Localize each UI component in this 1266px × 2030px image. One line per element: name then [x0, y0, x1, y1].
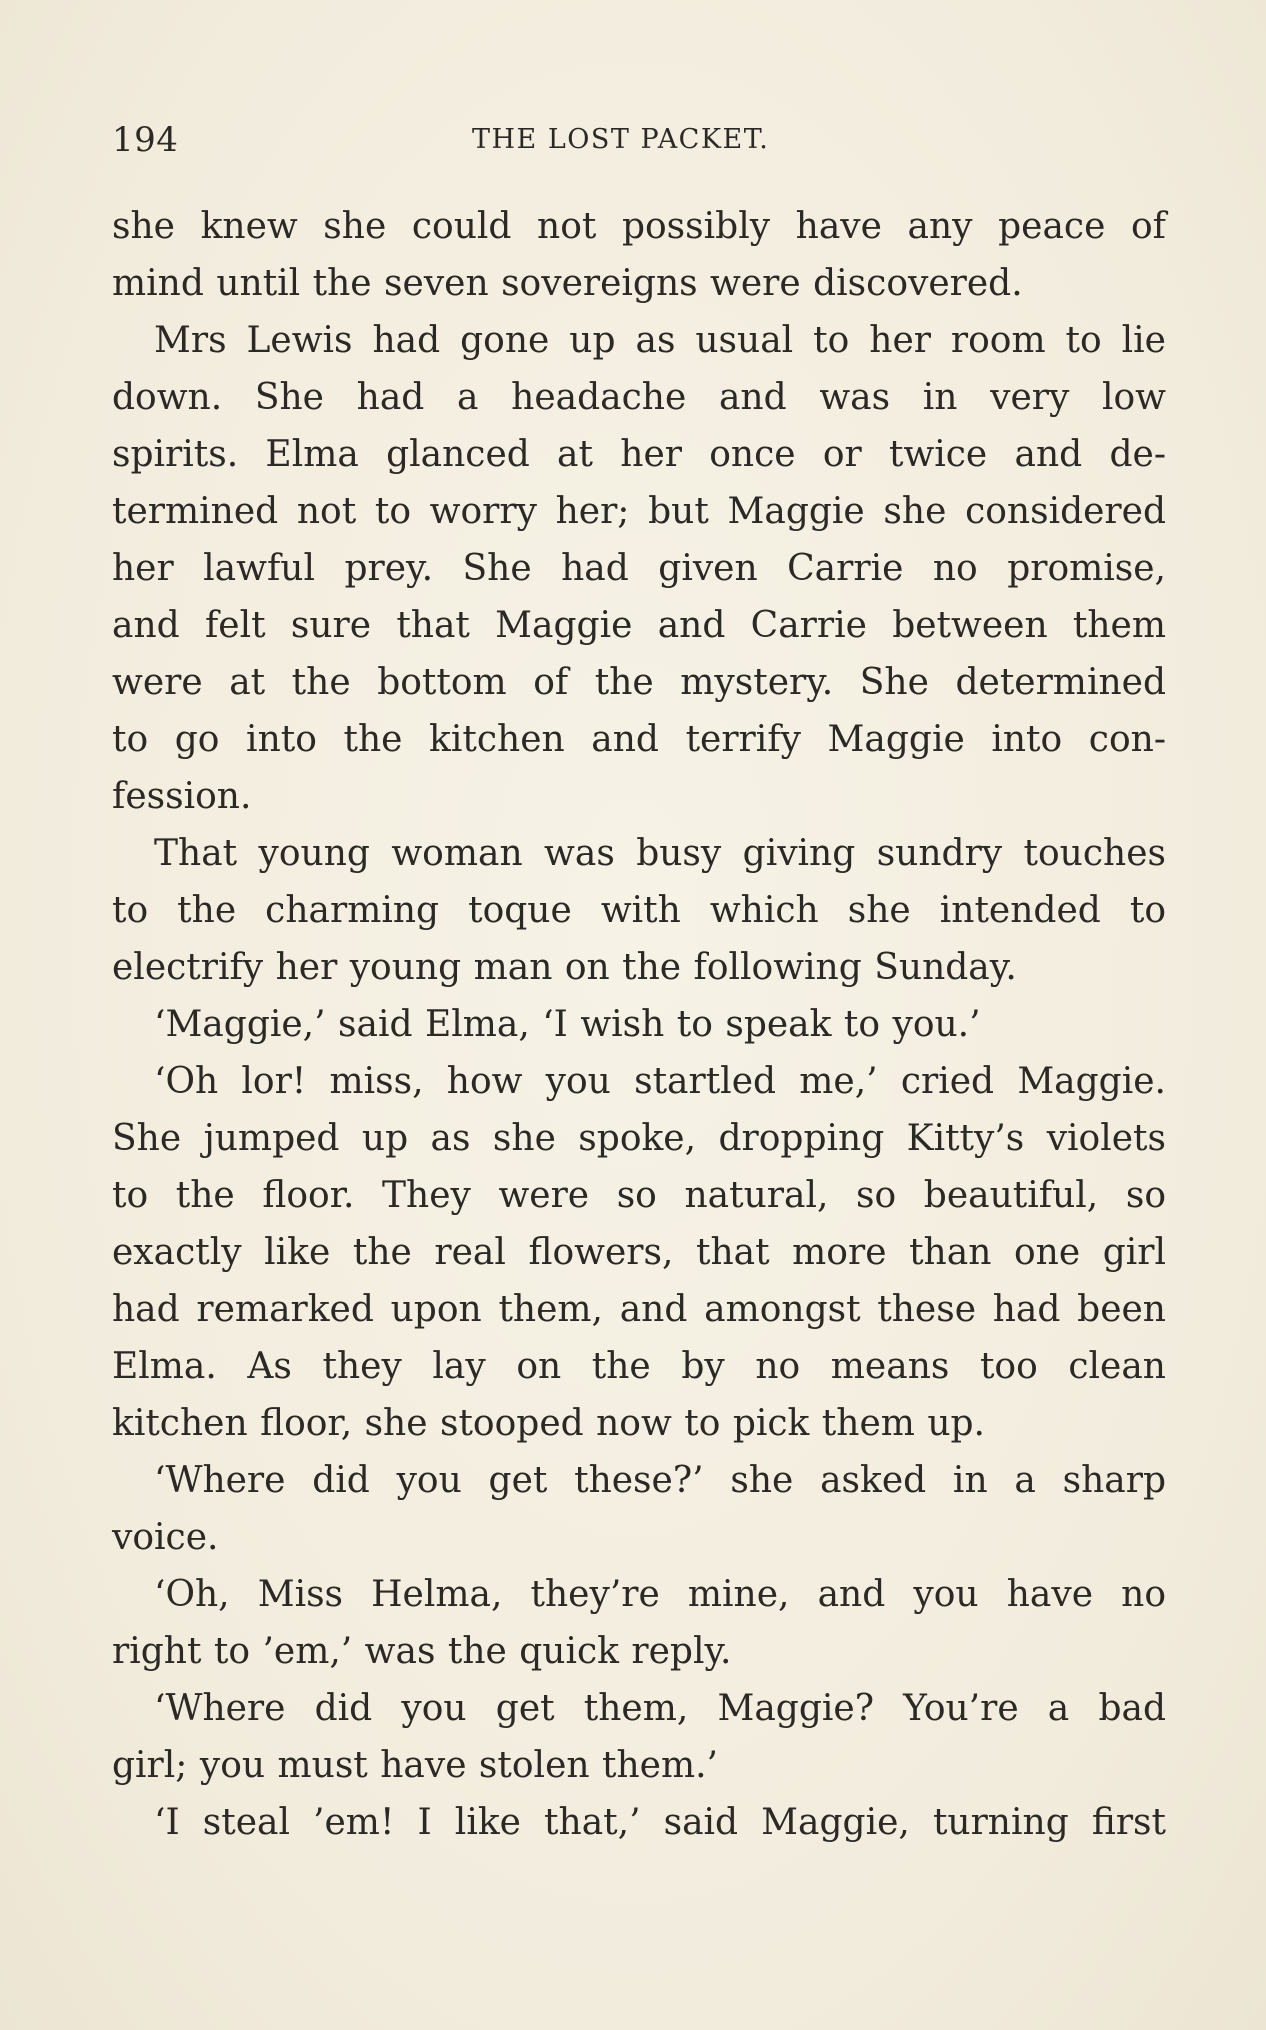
page-header: [112, 118, 1170, 162]
text-line: her lawful prey. She had given Carrie no promise,: [112, 548, 1166, 589]
text-line: voice.: [112, 1517, 219, 1558]
text-line: to go into the kitchen and terrify Maggie into con-: [112, 719, 1166, 760]
text-line: Mrs Lewis had gone up as usual to her room to lie: [154, 320, 1166, 361]
text-line: had remarked upon them, and amongst these had been: [112, 1289, 1166, 1330]
text-line: she knew she could not possibly have any peace of: [112, 206, 1166, 247]
text-line: electrify her young man on the following Sunday.: [112, 947, 1017, 988]
text-line: ‘I steal ’em! I like that,’ said Maggie, turning first: [154, 1802, 1166, 1843]
text-line: to the floor. They were so natural, so beautiful, so: [112, 1175, 1166, 1216]
text-line: ‘Maggie,’ said Elma, ‘I wish to speak to you.’: [154, 1004, 981, 1045]
text-line: ‘Oh, Miss Helma, they’re mine, and you have no: [154, 1574, 1166, 1615]
text-line: exactly like the real flowers, that more than one girl: [112, 1232, 1166, 1273]
text-line: down. She had a headache and was in very low: [112, 377, 1166, 418]
text-line: right to ’em,’ was the quick reply.: [112, 1631, 732, 1672]
text-line: kitchen floor, she stooped now to pick them up.: [112, 1403, 986, 1444]
text-line: ‘Oh lor! miss, how you startled me,’ cried Maggie.: [154, 1061, 1166, 1102]
running-title: THE LOST PACKET.: [472, 124, 770, 155]
page-number: 194: [112, 120, 179, 160]
text-line: spirits. Elma glanced at her once or twice and de-: [112, 434, 1166, 475]
text-line: She jumped up as she spoke, dropping Kitty’s violets: [112, 1118, 1166, 1159]
text-line: to the charming toque with which she intended to: [112, 890, 1166, 931]
text-line: Elma. As they lay on the by no means too clean: [112, 1346, 1166, 1387]
text-line: were at the bottom of the mystery. She determined: [112, 662, 1166, 703]
text-line: and felt sure that Maggie and Carrie between them: [112, 605, 1166, 646]
text-line: ‘Where did you get them, Maggie? You’re a bad: [154, 1688, 1166, 1729]
text-line: fession.: [112, 776, 252, 817]
text-line: termined not to worry her; but Maggie she considered: [112, 491, 1166, 532]
text-line: mind until the seven sovereigns were discovered.: [112, 263, 1023, 304]
text-line: That young woman was busy giving sundry touches: [154, 833, 1166, 874]
text-line: ‘Where did you get these?’ she asked in a sharp: [154, 1460, 1166, 1501]
text-line: girl; you must have stolen them.’: [112, 1745, 718, 1786]
